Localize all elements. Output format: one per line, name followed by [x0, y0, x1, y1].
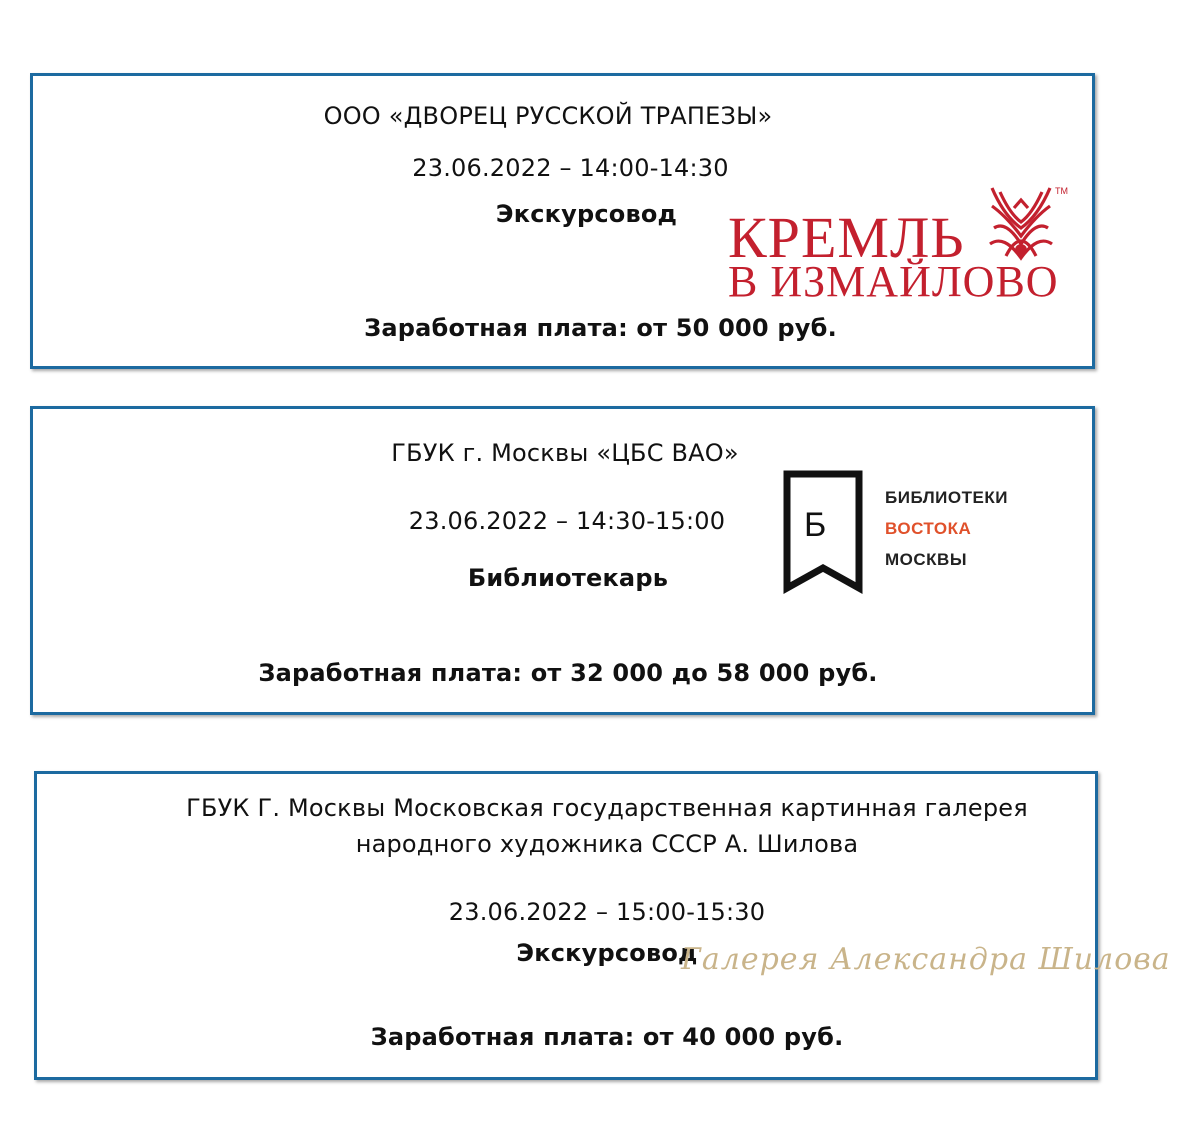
- logo-text-line1: БИБЛИОТЕКИ: [885, 488, 1008, 507]
- kremlin-izmailovo-logo: [728, 186, 1068, 311]
- datetime: 23.06.2022 – 15:00-15:30: [448, 898, 766, 926]
- position-title: Библиотекарь: [467, 564, 669, 592]
- shilov-gallery-signature-logo: [681, 934, 1171, 994]
- trademark-sign: TM: [1055, 186, 1068, 196]
- kremlin-emblem-icon: [986, 186, 1056, 266]
- position-title: Экскурсовод: [495, 200, 678, 228]
- vacancy-card-2: [30, 406, 1095, 715]
- org-name-line1: ГБУК Г. Москвы Московская государственная картинная галерея: [186, 794, 1028, 822]
- org-name: ГБУК г. Москвы «ЦБС ВАО»: [391, 439, 739, 467]
- logo-text-line2: В ИЗМАЙЛОВО: [728, 257, 1059, 306]
- datetime: 23.06.2022 – 14:00-14:30: [412, 154, 729, 182]
- libraries-east-moscow-logo: [753, 462, 1049, 608]
- org-name: ООО «ДВОРЕЦ РУССКОЙ ТРАПЕЗЫ»: [323, 102, 773, 130]
- datetime: 23.06.2022 – 14:30-15:00: [408, 507, 726, 535]
- salary: Заработная плата: от 32 000 до 58 000 руб.: [258, 659, 878, 687]
- position-title: Экскурсовод: [516, 939, 698, 967]
- logo-text-line1: КРЕМЛЬ: [728, 205, 965, 270]
- vacancy-card-3: [34, 771, 1171, 1080]
- logo-text-line3: МОСКВЫ: [885, 550, 967, 569]
- salary: Заработная плата: от 50 000 руб.: [364, 314, 837, 342]
- vacancy-card-1: [30, 73, 1095, 369]
- salary: Заработная плата: от 40 000 руб.: [370, 1023, 844, 1051]
- logo-text-line2: ВОСТОКА: [885, 519, 972, 538]
- org-name-line2: народного художника СССР А. Шилова: [355, 830, 859, 858]
- signature-text: Галерея Александра Шилова: [681, 942, 1171, 977]
- logo-letter: Б: [804, 506, 827, 544]
